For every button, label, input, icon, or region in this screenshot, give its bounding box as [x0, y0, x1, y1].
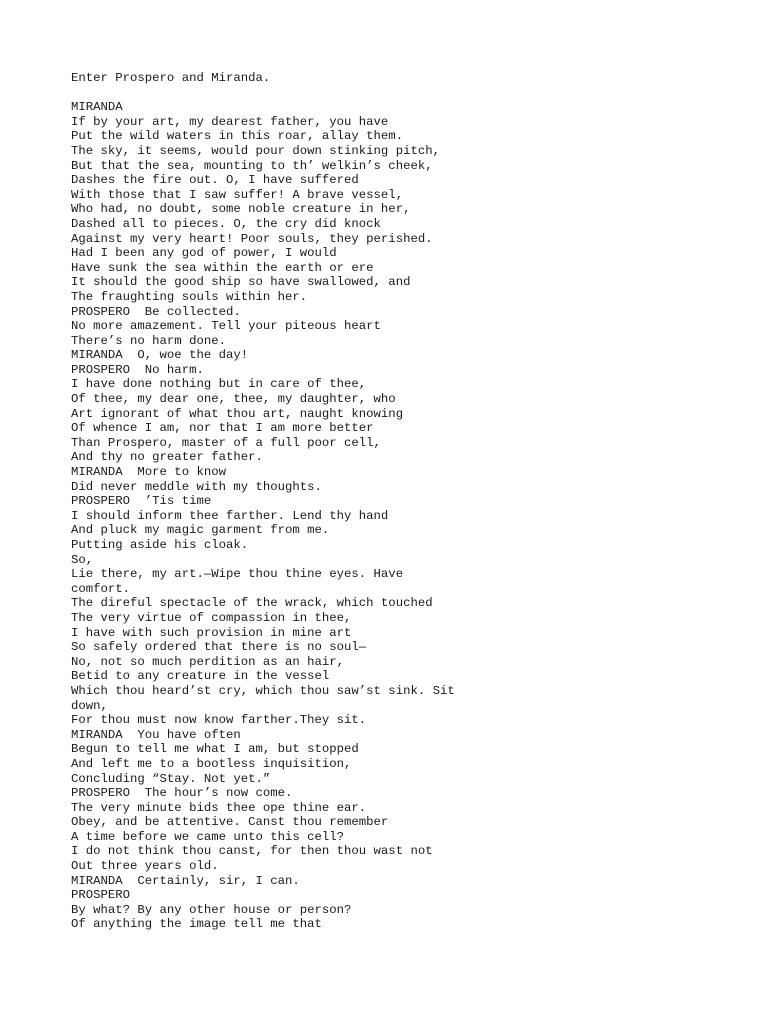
text-line: MIRANDA Certainly, sir, I can.: [71, 873, 300, 888]
text-line: Betid to any creature in the vessel: [71, 669, 330, 684]
text-line: PROSPERO: [71, 888, 131, 903]
text-line: With those that I saw suffer! A brave vessel,: [71, 187, 404, 202]
text-line: There’s no harm done.: [71, 333, 226, 348]
text-line: Putting aside his cloak.: [71, 538, 249, 552]
text-line: Have sunk the sea within the earth or ere: [71, 260, 374, 275]
text-line: Of whence I am, nor that I am more better: [71, 421, 374, 436]
text-line: A time before we came unto this cell?: [71, 829, 345, 844]
text-line: I do not think thou canst, for then thou wast not: [71, 844, 433, 859]
text-line: Than Prospero, master of a full poor cell,: [71, 435, 381, 450]
stage-direction: Enter Prospero and Miranda.: [71, 71, 271, 85]
text-line: So safely ordered that there is no soul—: [71, 640, 367, 655]
text-line: Art ignorant of what thou art, naught knowing: [71, 406, 404, 421]
text-line: The fraughting souls within her.: [71, 289, 308, 304]
text-line: down,: [71, 698, 108, 713]
text-line: And left me to a bootless inquisition,: [71, 756, 352, 771]
text-line: So,: [71, 552, 94, 567]
text-line: MIRANDA You have often: [71, 727, 241, 742]
text-line: Dashes the fire out. O, I have suffered: [71, 173, 359, 188]
text-line: The very virtue of compassion in thee,: [71, 610, 352, 625]
text-line: And thy no greater father.: [71, 450, 263, 465]
text-line: For thou must now know farther.They sit.: [71, 713, 367, 728]
text-line: Put the wild waters in this roar, allay them.: [71, 129, 404, 144]
text-line: No, not so much perdition as an hair,: [71, 654, 345, 669]
text-line: Who had, no doubt, some noble creature in her,: [71, 202, 411, 217]
text-line: PROSPERO ’Tis time: [71, 494, 212, 509]
text-line: Dashed all to pieces. O, the cry did knock: [71, 216, 381, 231]
text-line: Out three years old.: [71, 859, 219, 874]
text-line: But that the sea, mounting to th’ welkin’s cheek,: [71, 158, 433, 173]
text-line: Did never meddle with my thoughts.: [71, 479, 322, 494]
text-line: Had I been any god of power, I would: [71, 246, 337, 261]
text-line: It should the good ship so have swallowed, and: [71, 275, 411, 290]
text-line: The direful spectacle of the wrack, which touched: [71, 596, 433, 611]
text-line: I have with such provision in mine art: [71, 625, 352, 640]
text-line: Of thee, my dear one, thee, my daughter, who: [71, 392, 396, 407]
text-line: PROSPERO No harm.: [71, 362, 204, 377]
text-line: I have done nothing but in care of thee,: [71, 377, 367, 392]
text-line: The very minute bids thee ope thine ear.: [71, 800, 367, 815]
text-line: MIRANDA More to know: [71, 465, 226, 480]
blank-line: [71, 86, 751, 101]
text-line: If by your art, my dearest father, you have: [71, 114, 389, 129]
text-line: The sky, it seems, would pour down stinking pitch,: [71, 143, 440, 158]
text-line: Obey, and be attentive. Canst thou remember: [71, 815, 389, 830]
text-line: PROSPERO The hour’s now come.: [71, 786, 293, 801]
text-line: MIRANDA O, woe the day!: [71, 348, 249, 363]
document-page: [71, 71, 751, 932]
text-line: Of anything the image tell me that: [71, 917, 322, 932]
text-line: Against my very heart! Poor souls, they perished.: [71, 231, 433, 246]
text-line: No more amazement. Tell your piteous heart: [71, 319, 381, 334]
text-line: Which thou heard’st cry, which thou saw’st sink. Sit: [71, 683, 455, 698]
text-line: PROSPERO Be collected.: [71, 304, 241, 319]
text-line: By what? By any other house or person?: [71, 902, 352, 917]
text-line: And pluck my magic garment from me.: [71, 523, 330, 538]
text-line: Begun to tell me what I am, but stopped: [71, 742, 359, 757]
text-body: [71, 100, 751, 932]
text-line: Lie there, my art.—Wipe thou thine eyes. Have: [71, 567, 404, 582]
text-line: Concluding “Stay. Not yet.”: [71, 771, 271, 786]
text-line: MIRANDA: [71, 100, 123, 115]
text-line: I should inform thee farther. Lend thy hand: [71, 508, 389, 523]
text-line: comfort.: [71, 581, 131, 596]
